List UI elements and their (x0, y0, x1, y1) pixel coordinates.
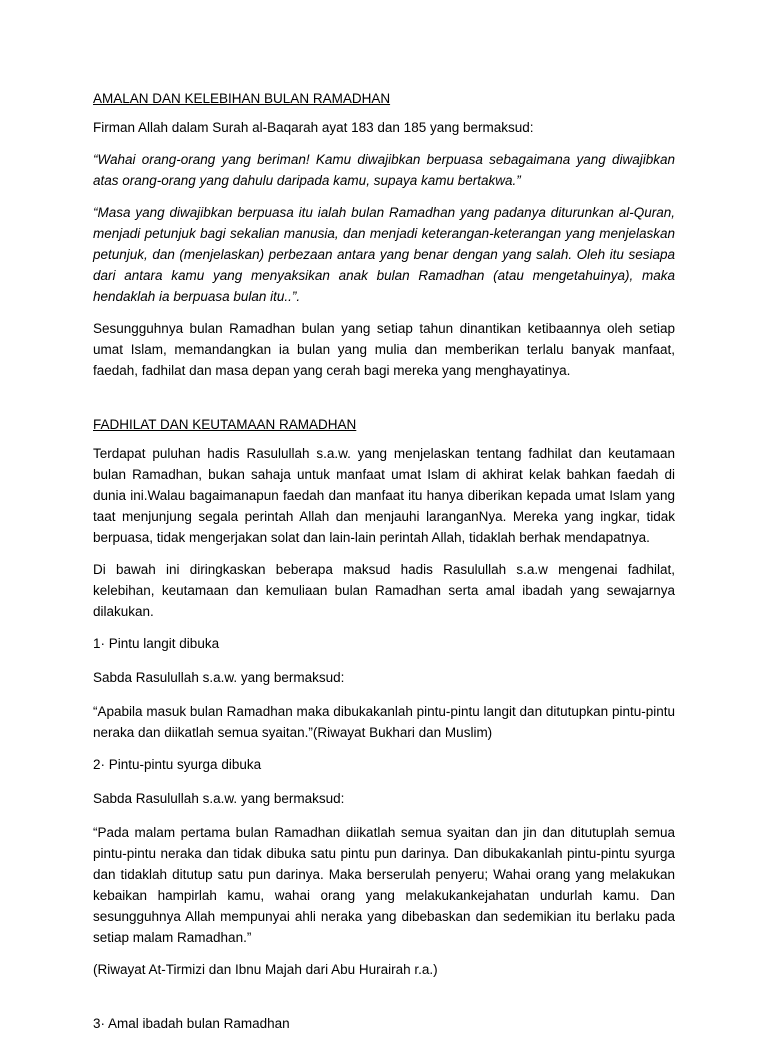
item-title-pintu-syurga: 2· Pintu-pintu syurga dibuka (93, 757, 262, 772)
document-body (93, 88, 675, 1047)
ramadhan-intro-paragraph: Sesungguhnya bulan Ramadhan bulan yang setiap tahun dinantikan ketibaannya oleh setiap umat Islam, memandangkan ia bulan yang mulia dan memberikan terlalu banyak manfaat, faedah, fadhilat dan masa depan yang cerah bagi mereka yang menghayatinya. (93, 321, 675, 378)
fadhilat-paragraph-1: Terdapat puluhan hadis Rasulullah s.a.w. yang menjelaskan tentang fadhilat dan keutamaan bulan Ramadhan, bukan sahaja untuk manfaat umat Islam di akhirat kelak bahkan faedah di dunia ini.Walau bagaimanapun faedah dan manfaat itu hanya diberikan kepada umat Islam yang taat menjunjung segala perintah Allah dan menjauhi laranganNya. Mereka yang ingkar, tidak berpuasa, tidak mengerjakan solat dan lain-lain perintah Allah, tidaklah berhak mendapatnya. (93, 446, 675, 545)
hadith-quote-2: “Pada malam pertama bulan Ramadhan diikatlah semua syaitan dan jin dan ditutuplah semua pintu-pintu neraka dan tidak dibuka satu pintu pun darinya. Dan dibukakanlah pintu-pintu syurga dan tidaklah ditutup satu pun darinya. Maka berserulah penyeru; Wahai orang yang melakukan kebaikan hampirlah kamu, wahai orang yang melakukankejahatan undurlah kamu. Dan sesungguhnya Allah mempunyai ahli neraka yang dibebaskan dan sedemikian itu berlaku pada setiap malam Ramadhan.” (93, 825, 675, 945)
section-heading-amalan: AMALAN DAN KELEBIHAN BULAN RAMADHAN (93, 91, 391, 106)
section-spacer-2 (93, 991, 675, 1013)
sabda-line-2: Sabda Rasulullah s.a.w. yang bermaksud: (93, 791, 345, 806)
quran-quote-185: “Masa yang diwajibkan berpuasa itu ialah bulan Ramadhan yang padanya diturunkan al-Quran, menjadi petunjuk bagi sekalian manusia, dan menjadi keterangan-keterangan yang menjelaskan petunjuk, dan (menjelaskan) perbezaan antara yang benar dengan yang salah. Oleh itu sesiapa dari antara kamu yang menyaksikan anak bulan Ramadhan (atau mengetahuinya), maka hendaklah ia berpuasa bulan itu..”. (93, 205, 675, 304)
section-heading-fadhilat: FADHILAT DAN KEUTAMAAN RAMADHAN (93, 417, 357, 432)
hadith-quote-1: “Apabila masuk bulan Ramadhan maka dibukakanlah pintu-pintu langit dan ditutupkan pintu-pintu neraka dan diikatlah semua syaitan.”(Riwayat Bukhari dan Muslim) (93, 704, 675, 740)
section-spacer (93, 392, 675, 414)
intro-line: Firman Allah dalam Surah al-Baqarah ayat 183 dan 185 yang bermaksud: (93, 120, 534, 135)
quran-quote-183: “Wahai orang-orang yang beriman! Kamu diwajibkan berpuasa sebagaimana yang diwajibkan atas orang-orang yang dahulu daripada kamu, supaya kamu bertakwa.” (93, 152, 675, 188)
fadhilat-paragraph-2: Di bawah ini diringkaskan beberapa maksud hadis Rasulullah s.a.w mengenai fadhilat, kelebihan, keutamaan dan kemuliaan bulan Ramadhan serta amal ibadah yang sewajarnya dilakukan. (93, 562, 675, 619)
item-title-amal-ibadah: 3· Amal ibadah bulan Ramadhan (93, 1016, 290, 1031)
sabda-line-1: Sabda Rasulullah s.a.w. yang bermaksud: (93, 670, 345, 685)
item-title-pintu-langit: 1· Pintu langit dibuka (93, 636, 220, 651)
hadith-source-2: (Riwayat At-Tirmizi dan Ibnu Majah dari Abu Hurairah r.a.) (93, 962, 438, 977)
